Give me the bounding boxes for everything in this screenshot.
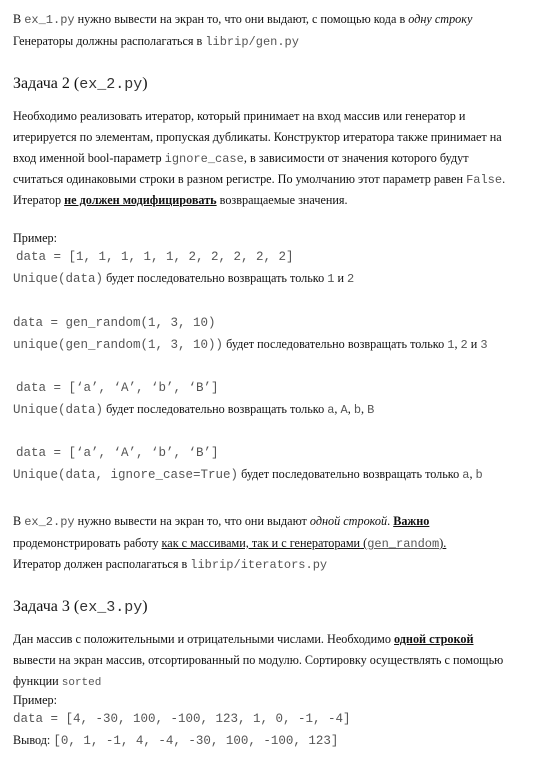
text: , в зависимости от значения которого будут (243, 151, 469, 165)
emphasis: одной строкой (394, 632, 474, 646)
text: , (361, 402, 368, 416)
task2-ex4-code: data = [‘a’, ‘A’, ‘b’, ‘B’] (16, 446, 219, 460)
text: вход именной bool-параметр (13, 151, 165, 165)
important: Важно (393, 514, 430, 528)
task2-desc-2: итерируется по элементам, пропуская дубликаты. Конструктор итератора также принимает на (13, 130, 502, 144)
text: . (387, 514, 394, 528)
task2-output-3 (13, 556, 327, 573)
text: Дан массив с положительными и отрицательными числами. Необходимо (13, 632, 395, 646)
output-value: [0, 1, -1, 4, -4, -30, 100, -100, 123] (53, 734, 339, 748)
value: 2 (347, 272, 355, 286)
function-name: sorted (61, 677, 102, 689)
text: Генераторы должны располагаться в (13, 34, 206, 48)
heading-filename: ex_3.py (79, 599, 143, 616)
filename: ex_1.py (24, 13, 75, 27)
emphasis: одной строкой (309, 514, 388, 528)
task3-code: data = [4, -30, 100, -100, 123, 1, 0, -1, -4] (13, 712, 351, 726)
task2-example-label: Пример: (13, 231, 58, 245)
task2-output-1 (13, 513, 429, 530)
code: Unique(data) (13, 272, 104, 286)
value: 3 (480, 338, 488, 352)
text: ). (439, 536, 447, 550)
emphasis: не должен модифицировать (64, 193, 217, 207)
default-value: False (466, 173, 503, 187)
task2-output-2 (13, 535, 446, 552)
task3-desc-2: вывести на экран массив, отсортированный по модулю. Сортировку осуществлять с помощью (13, 653, 504, 667)
task3-desc-3 (13, 673, 101, 691)
text: , (334, 402, 341, 416)
task2-ex4-result (13, 466, 483, 483)
task2-ex1-code: data = [1, 1, 1, 1, 1, 2, 2, 2, 2, 2] (16, 250, 294, 264)
text: Вывод: (13, 733, 54, 747)
function-name: gen_random (367, 537, 440, 551)
task2-ex1-result (13, 270, 354, 287)
text: функции (13, 674, 62, 688)
filepath: librip/iterators.py (190, 558, 328, 572)
value: 1 (327, 272, 335, 286)
text: считаться одинаковыми строки в разном регистре. По умолчанию этот параметр равен (13, 172, 467, 186)
text: будет последовательно возвращать только (223, 337, 448, 351)
text: продемонстрировать работу (13, 536, 162, 550)
text: , (347, 402, 354, 416)
text: Итератор (13, 193, 65, 207)
heading-text: ) (142, 598, 148, 615)
task2-desc-4 (13, 171, 505, 188)
filepath: librip/gen.py (205, 35, 299, 49)
code: unique(gen_random(1, 3, 10)) (13, 338, 224, 352)
code: Unique(data, ignore_case=True) (13, 468, 239, 482)
text: будет последовательно возвращать только (238, 467, 463, 481)
task2-desc-1: Необходимо реализовать итератор, который принимает на вход массив или генератор и (13, 109, 466, 123)
value: b (353, 403, 362, 417)
task2-ex3-code: data = [‘a’, ‘A’, ‘b’, ‘B’] (16, 381, 219, 395)
task2-ex2-result (13, 336, 488, 353)
text: , (469, 467, 476, 481)
task3-heading (13, 597, 148, 618)
task2-desc-5 (13, 192, 348, 208)
value: B (367, 403, 375, 417)
text: будет последовательно возвращать только (103, 402, 328, 416)
intro-line-2 (13, 33, 299, 50)
text: нужно вывести на экран то, что они выдают, с помощью кода в (74, 12, 409, 26)
text: В (13, 12, 25, 26)
text: ( (360, 536, 368, 550)
heading-text: ) (142, 75, 148, 92)
heading-text: Задача 3 ( (13, 598, 80, 615)
text: и (334, 271, 348, 285)
heading-text: Задача 2 ( (13, 75, 80, 92)
task3-desc-1 (13, 631, 474, 647)
value: b (475, 468, 483, 482)
text: возвращаемые значения. (216, 193, 348, 207)
filename: ex_2.py (24, 515, 75, 529)
value: a (462, 468, 470, 482)
text: и (467, 337, 481, 351)
task2-desc-3 (13, 150, 469, 167)
task2-heading (13, 74, 148, 95)
text: В (13, 514, 25, 528)
text: Итератор должен располагаться в (13, 557, 191, 571)
emphasis: как с массивами, так и с генераторами (161, 536, 361, 550)
value: A (340, 403, 348, 417)
text: , (454, 337, 461, 351)
text: . (502, 172, 506, 186)
text: будет последовательно возвращать только (103, 271, 328, 285)
task2-ex2-code: data = gen_random(1, 3, 10) (13, 316, 216, 330)
heading-filename: ex_2.py (79, 76, 143, 93)
task3-example-label: Пример: (13, 693, 58, 707)
emphasis: одну строку (408, 12, 473, 26)
intro-line-1 (13, 11, 472, 28)
value: 1 (447, 338, 455, 352)
param-name: ignore_case (164, 152, 244, 166)
code: Unique(data) (13, 403, 104, 417)
task3-output (13, 732, 338, 749)
task2-ex3-result (13, 401, 374, 418)
value: 2 (460, 338, 468, 352)
value: a (327, 403, 335, 417)
text: нужно вывести на экран то, что они выдают (74, 514, 310, 528)
